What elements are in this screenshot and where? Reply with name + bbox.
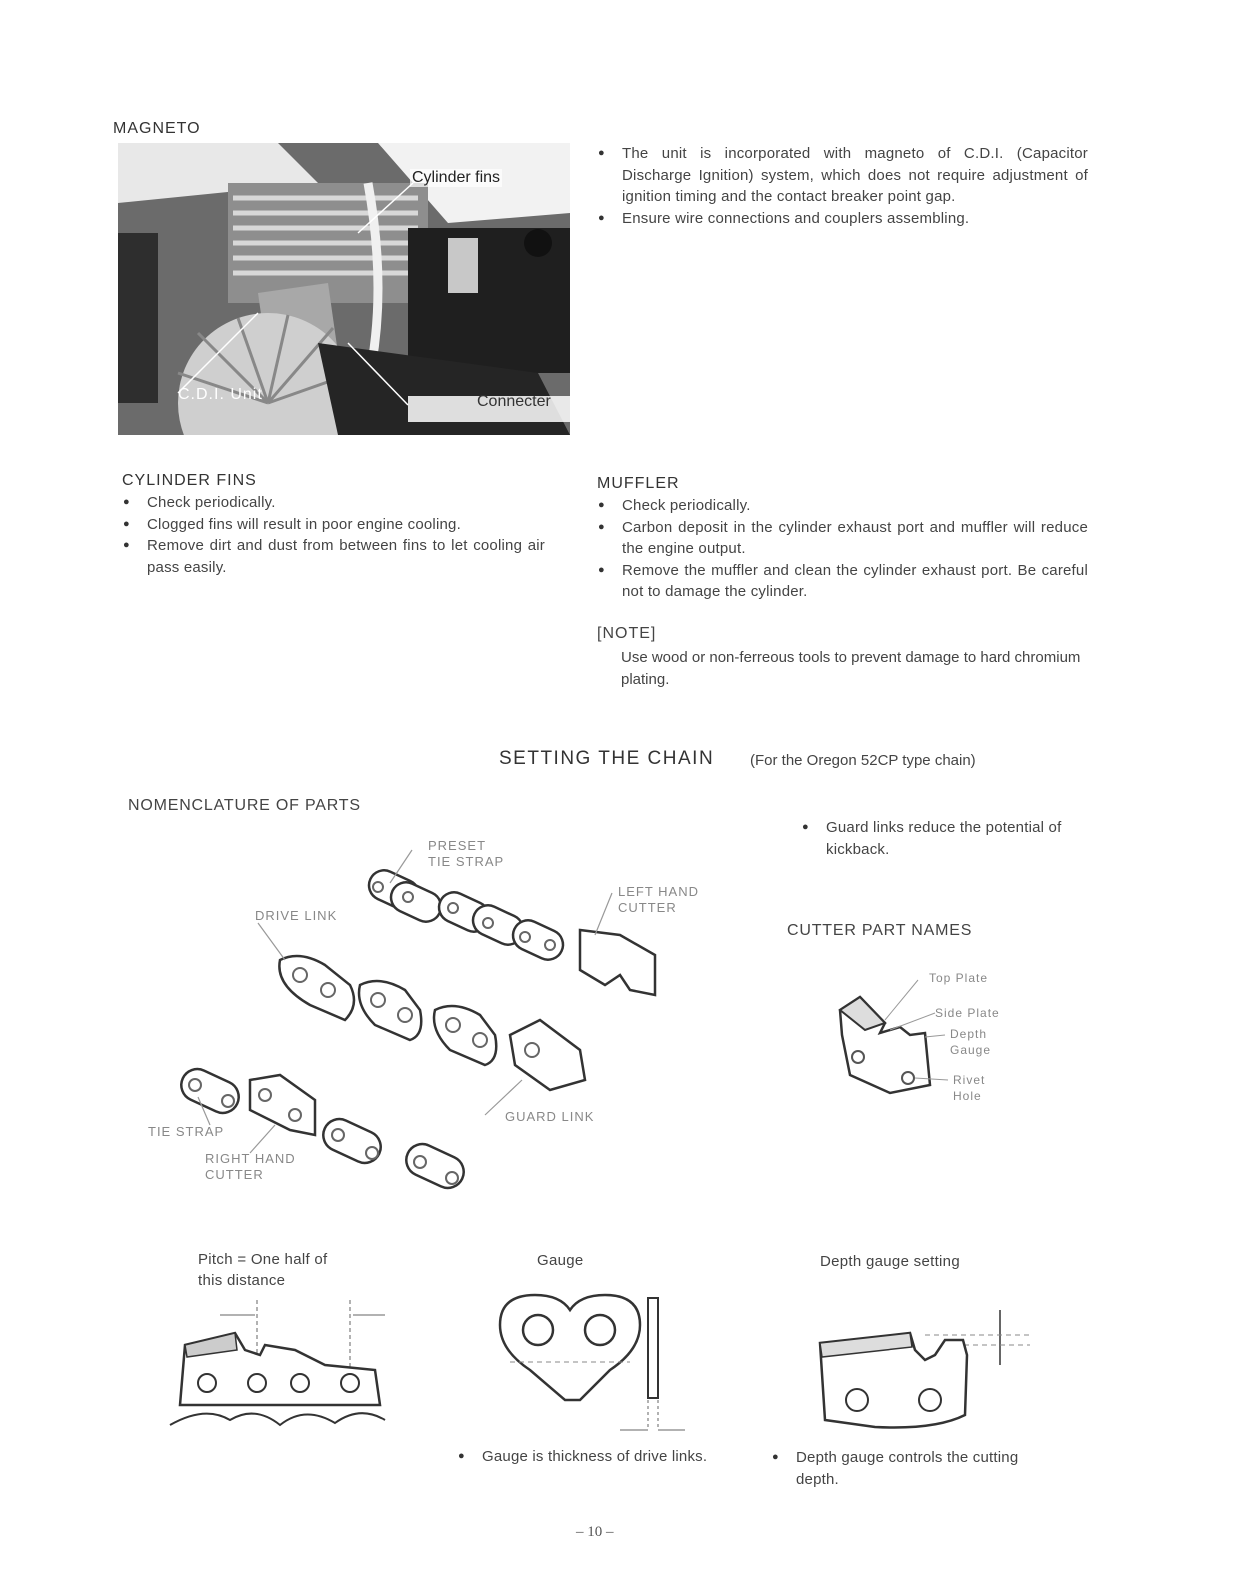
- drive-link-label: DRIVE LINK: [255, 908, 338, 923]
- depth-gauge-diagram: [815, 1305, 1035, 1435]
- muffler-bullets: [596, 495, 1088, 603]
- gauge-diagram: [490, 1290, 690, 1440]
- tie-strap-label: TIE STRAP: [148, 1124, 225, 1139]
- cylinder-fins-bullet-2: ● Clogged fins will result in poor engine cooling.: [121, 514, 545, 536]
- drive-link-leader: [258, 923, 285, 960]
- guard-link-label: GUARD LINK: [505, 1109, 595, 1124]
- cutter-part-names-heading: CUTTER PART NAMES: [787, 922, 973, 939]
- guard-link-bullet: ● Guard links reduce the potential of kickback.: [800, 817, 1090, 860]
- cutter-illustration: [830, 975, 950, 1115]
- right-hand-cutter-leader: [250, 1125, 275, 1153]
- top-plate-label: Top Plate: [929, 971, 989, 985]
- cylinder-fins-label: Cylinder fins: [412, 169, 501, 186]
- cylinder-fins-bullet-1: ● Check periodically.: [121, 492, 545, 514]
- left-hand-cutter-leader: [595, 893, 612, 935]
- muffler-bullet-1: ● Check periodically.: [596, 495, 1088, 517]
- side-plate-label: Side Plate: [935, 1006, 1000, 1020]
- muffler-bullet-2: ● Carbon deposit in the cylinder exhaust port and muffler will reduce the engine output.: [596, 517, 1088, 560]
- cylinder-fins-heading: CYLINDER FINS: [122, 472, 257, 489]
- magneto-bullet-1: ● The unit is incorporated with magneto of C.D.I. (Capacitor Discharge Ignition) system, which does not require adjustment of ignition timing and the contact breaker point gap.: [596, 143, 1088, 208]
- magneto-bullet-2: ● Ensure wire connections and couplers assembling.: [596, 208, 1088, 230]
- middle-chain-row: [279, 956, 585, 1090]
- depth-bullet: ● Depth gauge controls the cutting depth.: [770, 1447, 1035, 1490]
- pitch-caption: Pitch = One half of this distance: [198, 1251, 328, 1289]
- magneto-bullets: [596, 143, 1088, 229]
- muffler-bullet-3: ● Remove the muffler and clean the cylinder exhaust port. Be careful not to damage the cylinder.: [596, 560, 1088, 603]
- note-heading: [NOTE]: [597, 625, 657, 642]
- guard-link-bullets: [800, 817, 1090, 860]
- right-hand-cutter-label: RIGHT HAND CUTTER: [205, 1151, 296, 1182]
- depth-gauge-label: Depth Gauge: [950, 1027, 992, 1057]
- depth-gauge-setting-caption: Depth gauge setting: [820, 1253, 960, 1270]
- page-number: – 10 –: [576, 1524, 614, 1540]
- nomenclature-heading: NOMENCLATURE OF PARTS: [128, 797, 361, 814]
- gauge-bullet: ● Gauge is thickness of drive links.: [456, 1446, 756, 1468]
- gauge-bullets: [456, 1446, 756, 1468]
- chain-nomenclature-illustration: [150, 835, 670, 1205]
- connecter-label: Connecter: [477, 393, 551, 410]
- left-hand-cutter-label: LEFT HAND CUTTER: [618, 884, 699, 915]
- magneto-heading: MAGNETO: [113, 120, 201, 137]
- note-text: Use wood or non-ferreous tools to prevent damage to hard chromium plating.: [621, 649, 1081, 688]
- magneto-photo: [118, 143, 570, 435]
- cylinder-fins-bullets: [121, 492, 545, 578]
- cylinder-fins-bullet-3: ● Remove dirt and dust from between fins to let cooling air pass easily.: [121, 535, 545, 578]
- chain-subtitle: (For the Oregon 52CP type chain): [750, 752, 976, 769]
- chain-title: SETTING THE CHAIN: [499, 748, 715, 769]
- pitch-diagram: [165, 1295, 395, 1435]
- gauge-caption: Gauge: [537, 1252, 584, 1269]
- preset-tie-strap-label: PRESET TIE STRAP: [428, 838, 505, 869]
- rivet-hole-label: Rivet Hole: [953, 1073, 986, 1103]
- cdi-unit-label: C.D.I. Unit: [178, 386, 263, 403]
- upper-chain-row: [364, 865, 655, 995]
- muffler-heading: MUFFLER: [597, 475, 680, 492]
- depth-bullets: [770, 1447, 1035, 1490]
